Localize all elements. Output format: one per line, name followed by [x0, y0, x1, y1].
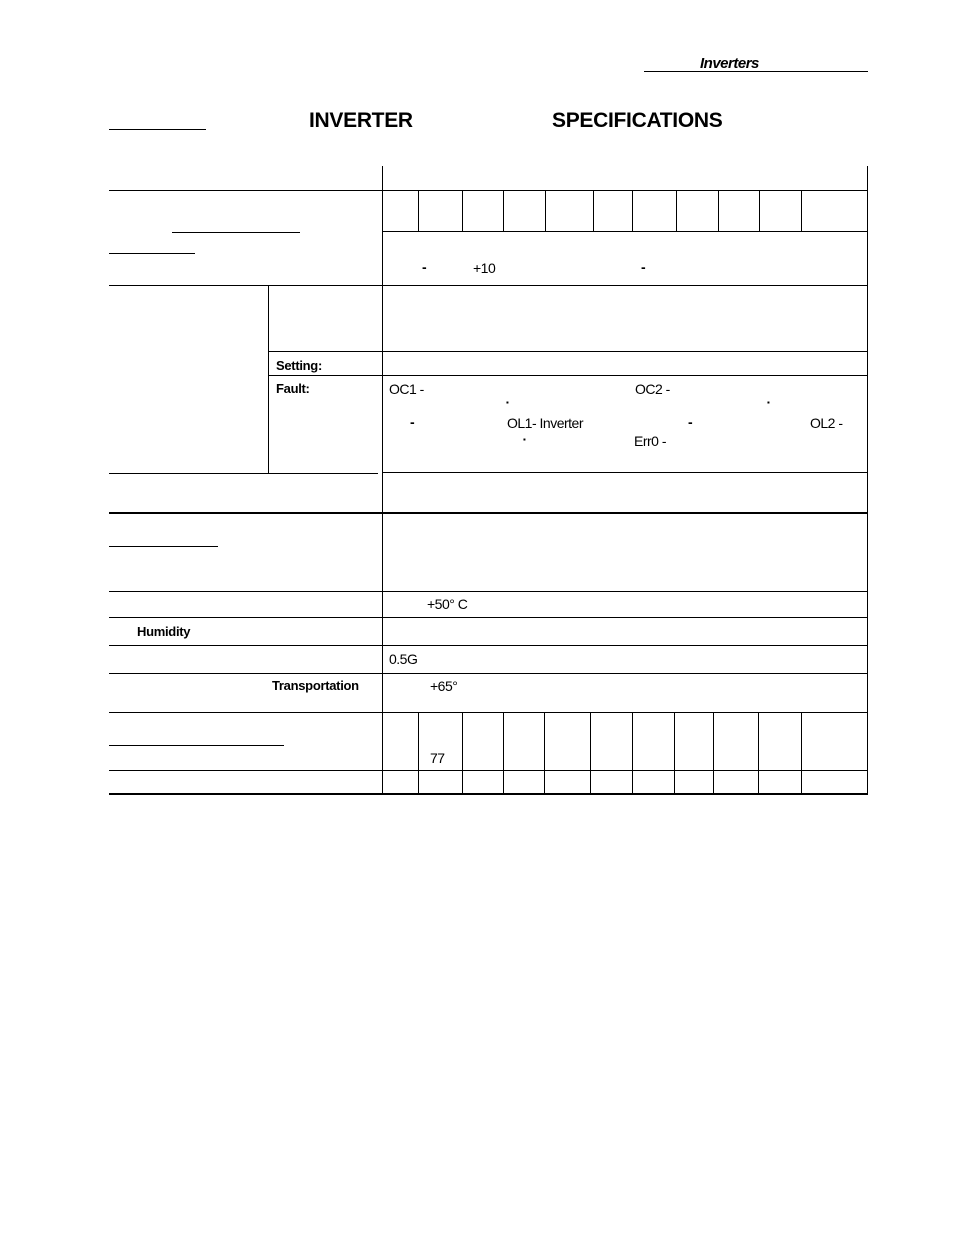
row-rule — [109, 770, 868, 771]
table-right-border — [867, 166, 868, 794]
transport-value: +65° — [430, 678, 458, 694]
dim-col-line — [590, 712, 591, 794]
row-rule — [382, 472, 868, 473]
model-col-line — [759, 190, 760, 232]
row-rule — [268, 375, 868, 376]
model-col-line — [593, 190, 594, 232]
vibration-value: 0.5G — [389, 651, 418, 667]
fault-dash: - — [688, 414, 693, 430]
dim-col-line — [418, 712, 419, 794]
heading-inverter: INVERTER — [309, 109, 413, 132]
subcolumn-divider — [268, 286, 269, 474]
dim-col-line — [632, 712, 633, 794]
dim-col-line — [503, 712, 504, 794]
dim-col-line — [801, 712, 802, 794]
column-divider — [382, 166, 383, 794]
row-rule — [109, 617, 868, 618]
table-bottom-rule — [109, 793, 868, 795]
fault-oc2: OC2 - — [635, 381, 670, 397]
row-rule — [109, 673, 868, 674]
supply-dash: - — [641, 259, 646, 275]
dim-col-line — [674, 712, 675, 794]
fault-oc1: OC1 - — [389, 381, 424, 397]
model-col-line — [503, 190, 504, 232]
dim-col-line — [758, 712, 759, 794]
dim-col-line — [544, 712, 545, 794]
model-col-line — [801, 190, 802, 232]
temp-value: +50° C — [427, 596, 468, 612]
fault-label: Fault: — [276, 381, 310, 396]
transportation-label: Transportation — [272, 678, 359, 693]
section-title: Inverters — [700, 55, 759, 72]
row-rule — [382, 231, 868, 232]
model-col-line — [545, 190, 546, 232]
row-rule — [109, 712, 868, 713]
setting-label: Setting: — [276, 358, 322, 373]
dimension-77: 77 — [430, 750, 445, 766]
row-rule — [268, 351, 868, 352]
model-col-line — [632, 190, 633, 232]
model-col-line — [462, 190, 463, 232]
row-rule — [109, 512, 868, 514]
fault-bullet: ▪ — [523, 435, 526, 444]
supply-plus10: +10 — [473, 260, 496, 276]
supply-dash: - — [422, 259, 427, 275]
fault-ol1: OL1- Inverter — [507, 415, 583, 431]
label-underline — [109, 745, 284, 746]
fault-err0: Err0 - — [634, 433, 666, 449]
model-col-line — [718, 190, 719, 232]
model-col-line — [418, 190, 419, 232]
dim-col-line — [713, 712, 714, 794]
row-rule — [109, 285, 868, 286]
fault-bullet: ▪ — [506, 398, 509, 407]
humidity-label: Humidity — [137, 624, 191, 639]
model-col-line — [676, 190, 677, 232]
fault-dash: - — [410, 414, 415, 430]
row-rule — [109, 473, 378, 474]
label-underline — [109, 546, 218, 547]
fault-bullet: ▪ — [767, 398, 770, 407]
heading-specifications: SPECIFICATIONS — [552, 109, 723, 132]
row-rule — [109, 591, 868, 592]
fault-ol2: OL2 - — [810, 415, 843, 431]
row-rule — [109, 190, 868, 191]
label-underline — [172, 232, 300, 233]
dim-col-line — [462, 712, 463, 794]
row-rule — [109, 645, 868, 646]
label-underline — [109, 253, 195, 254]
